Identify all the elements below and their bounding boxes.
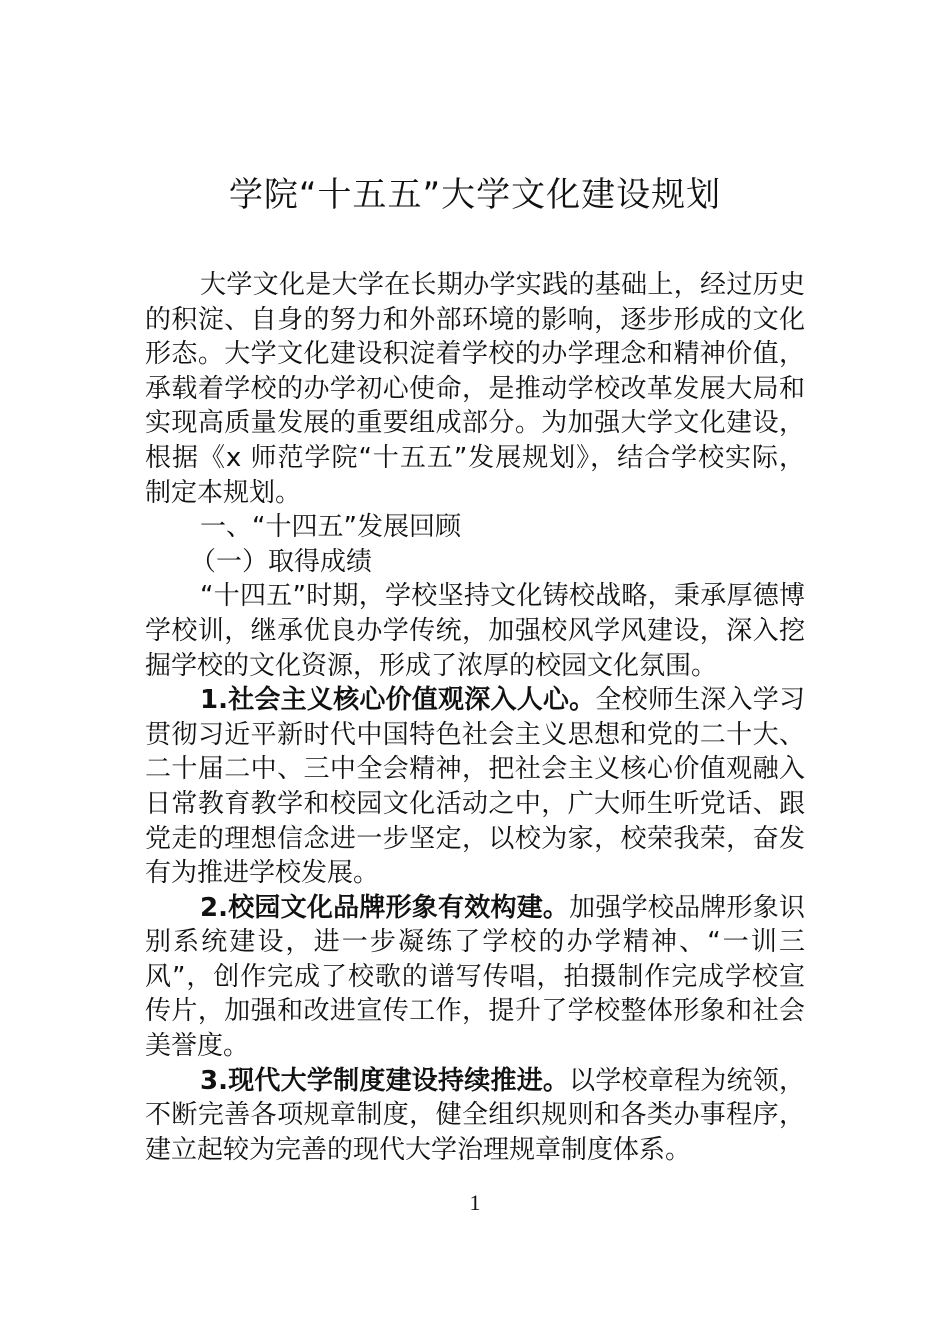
line-text: 二十届二中、三中全会精神，把社会主义核心价值观融入: [145, 754, 805, 785]
line-text: 形态。大学文化建设积淀着学校的办学理念和精神价值，: [145, 339, 805, 370]
text-line: [145, 337, 805, 372]
line-text: 以学校章程为统领，: [569, 1065, 805, 1096]
text-line: [145, 268, 805, 303]
text-line: [145, 1098, 805, 1133]
document-title: 学院“十五五”大学文化建设规划: [228, 175, 722, 215]
bold-lead: 3.现代大学制度建设持续推进。: [200, 1065, 570, 1096]
line-text: 承载着学校的办学初心使命，是推动学校改革发展大局和: [145, 373, 805, 404]
line-text: 有为推进学校发展。: [145, 858, 380, 889]
text-line: [145, 1029, 805, 1064]
text-line: [145, 303, 805, 338]
text-line: [145, 683, 805, 718]
text-line: [145, 614, 805, 649]
line-text: 日常教育教学和校园文化活动之中，广大师生听党话、跟: [145, 788, 805, 819]
text-line: [145, 545, 805, 580]
line-text: 风”，创作完成了校歌的谱写传唱，拍摄制作完成学校宣: [145, 961, 805, 992]
text-line: [145, 925, 805, 960]
text-line: [145, 1133, 805, 1168]
bold-lead: 2.校园文化品牌形象有效构建。: [200, 892, 570, 923]
text-line: [145, 856, 805, 891]
text-line: [145, 476, 805, 511]
line-text: 制定本规划。: [145, 477, 302, 508]
line-text: 的积淀、自身的努力和外部环境的影响，逐步形成的文化: [145, 304, 805, 335]
text-line: [145, 649, 805, 684]
line-text: 实现高质量发展的重要组成部分。为加强大学文化建设，: [145, 408, 805, 439]
line-text: 根据《x 师范学院“十五五”发展规划》，结合学校实际，: [145, 442, 805, 473]
line-text: 大学文化是大学在长期办学实践的基础上，经过历史: [200, 270, 805, 300]
text-line: [145, 579, 805, 614]
line-text: 建立起较为完善的现代大学治理规章制度体系。: [145, 1134, 692, 1165]
page-number: 1: [469, 1190, 481, 1215]
line-text: 学校训，继承优良办学传统，加强校风学风建设，深入挖: [145, 615, 805, 646]
text-line: [145, 752, 805, 787]
text-line: [145, 1064, 805, 1099]
line-text: （一）取得成绩: [190, 546, 373, 577]
text-line: [145, 718, 805, 753]
line-text: 党走的理想信念进一步坚定，以校为家，校荣我荣，奋发: [145, 823, 805, 854]
text-line: [145, 510, 805, 545]
text-line: [145, 372, 805, 407]
line-text: 全校师生深入学习: [595, 685, 805, 716]
line-text: 美誉度。: [145, 1031, 250, 1062]
line-text: 别系统建设，进一步凝练了学校的办学精神、“一训三: [145, 927, 805, 958]
text-line: [145, 787, 805, 822]
bold-lead: 1.社会主义核心价值观深入人心。: [200, 685, 596, 716]
line-text: 贯彻习近平新时代中国特色社会主义思想和党的二十大、: [145, 719, 805, 750]
line-text: 传片，加强和改进宣传工作，提升了学校整体形象和社会: [145, 996, 805, 1027]
text-line: [145, 994, 805, 1029]
line-text: 加强学校品牌形象识: [569, 892, 805, 923]
text-line: [145, 441, 805, 476]
line-text: 一、“十四五”发展回顾: [200, 512, 461, 543]
text-line: [145, 822, 805, 857]
text-line: [145, 960, 805, 995]
text-line: [145, 891, 805, 926]
line-text: 不断完善各项规章制度，健全组织规则和各类办事程序，: [145, 1100, 805, 1131]
document-body: [145, 268, 805, 1167]
text-line: [145, 406, 805, 441]
line-text: “十四五”时期，学校坚持文化铸校战略，秉承厚德博: [200, 581, 805, 612]
line-text: 掘学校的文化资源，形成了浓厚的校园文化氛围。: [145, 650, 718, 681]
